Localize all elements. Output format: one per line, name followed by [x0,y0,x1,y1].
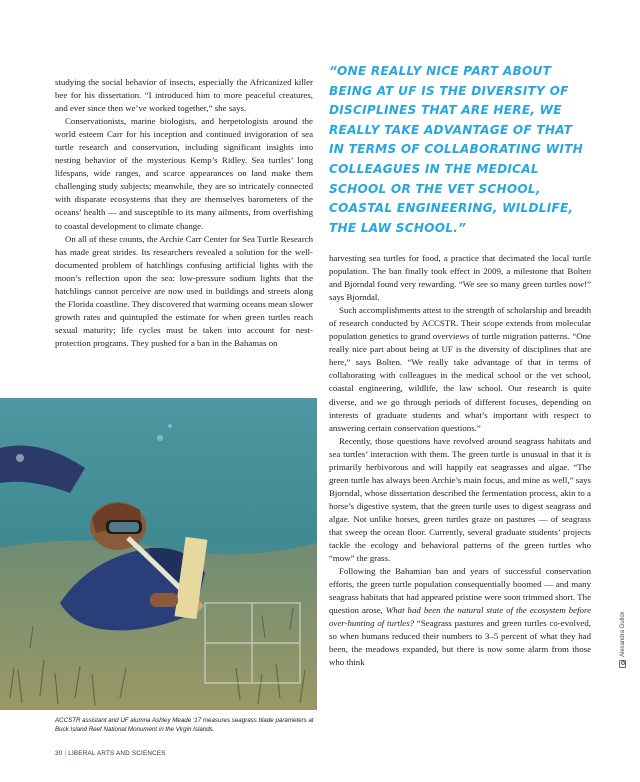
left-paragraph-1: studying the social behavior of insects, especially the Africanized killer bee for his dissertation. “I introduced him to more peaceful creatures, and ever since then we’ve worked together,” she says. [55,77,313,114]
camera-icon [619,660,626,668]
left-paragraph-3: On all of these counts, the Archie Carr Center for Sea Turtle Research has made great strides. Its researchers revealed a solution for the well-documented problem of hatchlings confusing artificial lights with the moon’s reflection upon the sea: low-pressure sodium lights that the hatchlings cannot perceive are now used in buildings and streets along the Florida coastline. They discovered that warming oceans mean slower growth rates and quintupled the estimate for when green turtles reach sexual maturity; life cycles must be taken into account for nest-protection programs. They pushed for a ban in the Bahamas on [55,233,313,348]
right-paragraph-1: harvesting sea turtles for food, a practice that decimated the local turtle population. The ban finally took effect in 2009, a milestone that Bolten and Bjorndal found very rewarding. “We see so many green turtles now!” says Bjorndal. [329,253,591,303]
right-paragraph-4-end: “Seagrass pastures and green turtles co-evolved, so when humans reduced their numbers to 3–5 percent of what they had been, the meadows expanded, but there is now some alarm from those who think [329,618,591,668]
footer-separator: | [64,750,67,757]
photo-credit [619,612,626,668]
pull-quote: “ONE REALLY NICE PART ABOUT BEING AT UF IS THE DIVERSITY OF DISCIPLINES THAT ARE HERE, WE REALLY TAKE ADVANTAGE OF THAT IN TERMS OF COLLABORATING WITH COLLEAGUES IN THE MEDICAL SCHOOL OR THE VET SCHOOL, COASTAL ENGINEERING, WILDLIFE, THE LAW SCHOOL.” [329,64,584,235]
page-number: 30 [55,750,63,757]
section-name: LIBERAL ARTS AND SCIENCES [68,750,166,757]
diver-photo [0,398,317,710]
right-paragraph-4-start: Following the Bahamian ban and years of successful conservation efforts, the green turtle population consequentially boomed — and many seagrass habitats that had appeared pristine were soon trimmed short. The question arose, [329,566,591,616]
left-paragraph-2: Conservationists, marine biologists, and herpetologists around the world esteem Carr for his inception and continued invigoration of sea turtle research and conservation, including significant insights into nesting behavior of the mysterious Kemp’s Ridley. Sea turtles’ long lifespans, wide ranges, and scarce appearances on land make them challenging study subjects; meanwhile, they are so intricately connected with disparate ecosystems that they are themselves barometers of the oceans’ health — and susceptible to its many ailments, from overfishing to coastal development to climate change. [55,116,313,231]
left-column [55,76,313,350]
right-paragraph-2: Such accomplishments attest to the strength of scholarship and breadth of research conducted by ACCSTR. Their scope extends from molecular population genetics to grand overviews of turtle migration patterns. “One really nice part about being at UF is the diversity of disciplines that are here,” says Bolten. “We really take advantage of that in terms of collaborating with colleagues in the medical school or the vet school, coastal engineering, wildlife, the law school. Our research is quite diverse, and we go through periods of different focuses, depending on interests of graduate students and what’s important with respect to answering certain conservation questions.” [329,305,591,433]
page-footer [55,750,166,757]
right-paragraph-3: Recently, those questions have revolved around seagrass habitats and sea turtles’ interaction with them. The green turtle is unusual in that it is primarily herbivorous and will happily eat seagrasses and algae. “The green turtle has always been Archie’s main focus, and mine as well,” says Bjorndal, whose dissertation described the fermentation process, akin to a horse’s digestive system, that the green turtle uses to digest seagrass and algae. Not unlike horses, green turtles graze on pastures — of seagrass that sweep the ocean floor. Currently, several graduate students’ projects tackle the ecology and behavioral patterns of the green turtles who “mow” the grass. [329,435,591,564]
photo-caption: ACCSTR assistant and UF alumna Ashley Meade ’17 measures seagrass blade parameters at Buck Island Reef National Monument in the Virgin Islands. [55,717,314,733]
right-paragraph-4 [329,565,591,669]
right-paragraph-4-question: What had been the natural state of the ecosystem before over-hunting of turtles? [329,605,591,629]
photo-credit-name: Alexandra Gulick [619,611,626,657]
right-column [329,252,591,670]
